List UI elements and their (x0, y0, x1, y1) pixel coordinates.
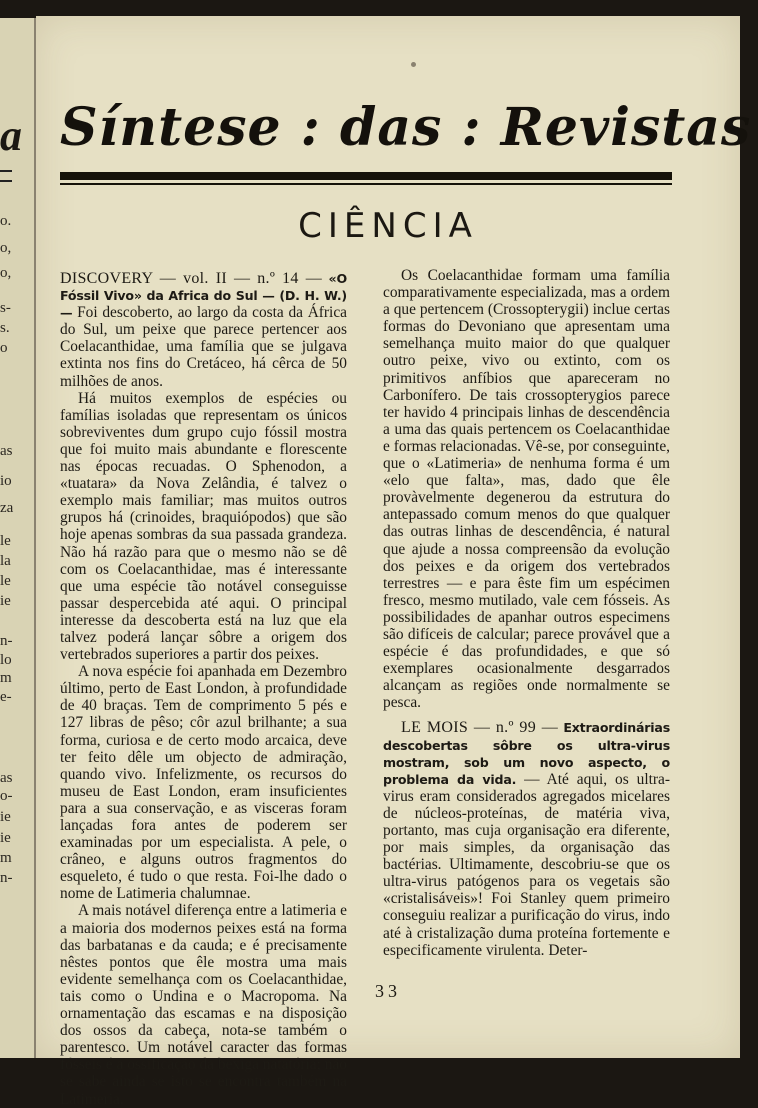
adjacent-page-fragment: o, (0, 240, 12, 256)
article1-paragraph-3: A nova espécie foi apanhada em Dezembro último, perto de East London, à profundidade de 40 braças. Tem de comprimento 5 pés e 127 libras de pêso; côr azul brilhante; a sua forma, curiosa e de certo modo arcaica, deve ter feito dêle um objecto de admiração, quando vivo. Infelizmente, os recursos do museu de East London, eram insuficientes para a sua conservação, e as visceras foram lançadas fora antes de poderem ser examinadas por um especialista. A pele, o crâneo, e alguns outros fragmentos do esqueleto, é tudo o que resta. Foi-lhe dado o nome de Latimeria chalumnae. (60, 663, 347, 903)
adjacent-page-fragment: m (0, 850, 12, 866)
adjacent-page-fragment: lo (0, 652, 12, 668)
article2-lead (383, 719, 670, 958)
adjacent-page-fragment: m (0, 670, 12, 686)
adjacent-page-fragment: ie (0, 830, 11, 846)
adjacent-page-fragment: le (0, 573, 11, 589)
adjacent-page-letter: a (0, 111, 22, 160)
adjacent-page-fragment: o. (0, 213, 12, 229)
article1-source: DISCOVERY — vol. II — n.º 14 — (60, 270, 322, 287)
adjacent-page-fragment: n- (0, 870, 13, 886)
adjacent-page-fragment: o, (0, 265, 12, 281)
adjacent-page-fragment: n- (0, 633, 13, 649)
adjacent-page-fragment: s- (0, 300, 11, 316)
right-column (383, 267, 670, 959)
adjacent-page-fragment: ie (0, 809, 11, 825)
article1-headline: «O Fóssil Vivo» da Africa do Sul — (D. H. W.) — (60, 271, 347, 321)
paper-spot (411, 62, 416, 67)
masthead-rule-thick (60, 172, 672, 180)
adjacent-page-fragment: s. (0, 320, 10, 336)
adjacent-page-fragment: o- (0, 788, 13, 804)
magazine-page (36, 16, 752, 1108)
adjacent-page-fragment: o (0, 340, 8, 356)
adjacent-page-fragment: io (0, 473, 12, 489)
article2-source: LE MOIS — n.º 99 — (401, 719, 559, 737)
article1-paragraph-5: Os Coelacanthidae formam uma família comparativamente especializada, mas a ordem a que pertencem (Crossopterygii) inclue certas formas do Devoniano que apresentam uma semelhança muito maior do que qualquer outro peixe, vivo ou extinto, com os primitivos anfíbios que apareceram no Carbonífero. De tais crossopterygios parece ter havido 4 principais linhas de descendência a uma das quais pertencem os Coelacanthidae e formas relacionadas. Vê-se, por conseguinte, que o «Latimeria» de nenhuma forma é um «elo que falta», mas, dado que êle provàvelmente degenerou da estrutura do antepassado comum menos do que qualquer das outras linhas de descendência, é natural que ajude a nossa compreensão da evolução dos peixes e da origem dos vertebrados terrestres — e para êste fim um espécimen fresco, mesmo mutilado, vale cem fósseis. As possibilidades de apanhar outros especimens são difíceis de calcular; parece provável que a espécie é das profundidades, e que só exemplares ocasionalmente desgarrados alcançam as regiões onde normalmente se pesca. (383, 267, 670, 712)
adjacent-page-fragment: as (0, 443, 13, 459)
article1-paragraph-2: Há muitos exemplos de espécies ou famílias isoladas que representam os únicos sobreviventes dum grupo cujo fóssil mostra que foi muito mais abundante e florescente nas épocas recuadas. O Sphenodon, a «tuatara» da Nova Zelândia, é talvez o exemplo mais familiar; mas muitos outros grupos há (crinoides, braquiópodos) que são hoje apenas sombras da sua passada grandeza. Não há razão para que o mesmo não se dê com os Coelacanthidae, mas é interessante que uma espécie tão notável conseguisse passar despercebida até aqui. O principal interesse da descoberta está na luz que ela talvez poderá lançar sôbre a origem dos vertebrados superiores a partir dos peixes. (60, 389, 347, 664)
article1-paragraph-1: Foi descoberto, ao largo da costa da África do Sul, um peixe que parece pertencer aos Coelacanthidae, uma família que se julgava extinta nos fins do Cretáceo, há cêrca de 50 milhões de anos. (60, 304, 347, 390)
masthead-rule-thin (60, 183, 672, 185)
adjacent-page-fragment: ie (0, 593, 11, 609)
page-number: 33 (375, 981, 401, 1001)
adjacent-page-fragment: za (0, 500, 14, 516)
adjacent-page-edge (0, 18, 36, 1058)
article2-headline: Extraordinárias descobertas sôbre os ultra-virus mostram, sob um novo aspecto, o problema da vida. (383, 720, 670, 787)
section-title: CIÊNCIA (298, 206, 478, 246)
article1-paragraph-4: A mais notável diferença entre a latimeria e a maioria dos modernos peixes está na forma das barbatanas e da cauda; e é precisamente nêstes pontos que êle mostra uma mais evidente semelhança com os Coelacanthidae, tais como o Undina e o Macropoma. Na ornamentação das escamas e na disposição dos ossos da cabeça, nota-se também o parentesco. Um notável caracter das formas fósseis é a ossificação da bexiga natatória; não se sabe ainda se isto se encontra também na Latimeria. (60, 902, 347, 1108)
article1-lead (60, 270, 347, 390)
article2-body: — Até aqui, os ultra-virus eram considerados agregados micelares de núcleos-proteínas, de matéria viva, portanto, mas cuja organisação era diferente, por mais simples, da organisação das bactérias. Ultimamente, descobriu-se que os ultra-virus patógenos para os vegetais são «cristalisáveis»! Foi Stanley quem primeiro conseguiu realizar a purificação do virus, indo até à cristalização duma proteína fortemente e especificamente virulenta. Deter- (383, 770, 670, 959)
adjacent-page-fragment: as (0, 770, 13, 786)
adjacent-page-fragment: la (0, 553, 11, 569)
adjacent-page-rule (0, 170, 12, 182)
adjacent-page-fragment: e- (0, 689, 12, 705)
masthead-title: Síntese : das : Revistas (60, 97, 752, 158)
adjacent-page-fragment: le (0, 533, 11, 549)
